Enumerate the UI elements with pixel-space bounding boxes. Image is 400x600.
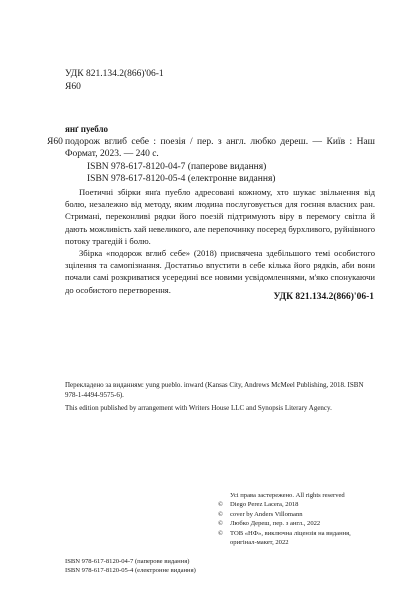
catalog-description: подорож вглиб себе : поезія / пер. з англ. любко дереш. — Київ : Наш Формат, 2023. — 240 с. bbox=[65, 136, 375, 160]
copyright-icon: © bbox=[218, 510, 224, 518]
isbn-electronic: ISBN 978-617-8120-05-4 (електронне видання) bbox=[65, 567, 196, 575]
rights-reserved: Усі права застережено. All rights reserved bbox=[230, 492, 345, 499]
isbn-paper: ISBN 978-617-8120-04-7 (паперове видання) bbox=[65, 558, 190, 565]
copyright-text: Любко Дереш, пер. з англ., 2022 bbox=[230, 520, 321, 528]
udk-code: УДК 821.134.2(866)'06-1 bbox=[65, 69, 164, 79]
summary-block bbox=[65, 186, 375, 296]
translation-note bbox=[65, 380, 375, 416]
copyright-icon: © bbox=[218, 501, 224, 509]
catalog-record bbox=[47, 123, 375, 186]
header-block bbox=[65, 68, 164, 94]
arrangement-note: This edition published by arrangement with Writers House LLC and Synopsis Literary Agency. bbox=[65, 404, 332, 412]
copyright-text: Diego Perez Lacera, 2018 bbox=[230, 501, 299, 509]
shelfmark: Я60 bbox=[65, 82, 81, 92]
catalog-shelfmark: Я60 bbox=[47, 137, 63, 147]
copyright-icon: © bbox=[218, 529, 224, 537]
summary-paragraph: Збірка «подорож вглиб себе» (2018) присвячена здебільшого темі особистого зцілення та самопізнання. Достатньо впустити в себе кілька його рядків, аби вони почали самі розкриватися усередині все новими усвідомленнями, м'яко спонукаючи до особистого перетворення. bbox=[65, 248, 375, 295]
catalog-isbn-electronic: ISBN 978-617-8120-05-4 (електронне видання) bbox=[87, 174, 276, 185]
rights-block bbox=[218, 491, 351, 547]
copyright-line bbox=[218, 519, 351, 528]
author-name: янґ пуебло bbox=[65, 124, 109, 134]
copyright-line bbox=[218, 500, 351, 509]
copyright-icon: © bbox=[218, 520, 224, 528]
udk-code-right: УДК 821.134.2(866)'06-1 bbox=[273, 292, 374, 302]
catalog-isbn-paper: ISBN 978-617-8120-04-7 (паперове видання) bbox=[87, 161, 267, 172]
copyright-line bbox=[218, 529, 351, 538]
copyright-text: cover by Anders Villomann bbox=[230, 510, 303, 518]
summary-paragraph: Поетичні збірки янґа пуебло адресовані кожному, хто шукає звільнення від болю, незалежно від методу, яким людина послуговується для гоєння власних ран. Стримані, переконливі рядки його поезій підтримують віру в перемогу світла й дають можливість хай невеликого, але перепочинку посеред бурхливого, руйнівного потоку трагедій і болю. bbox=[65, 187, 375, 246]
copyright-text: ТОВ «НФ», виключна ліцензія на видання, bbox=[230, 529, 351, 537]
copyright-line bbox=[218, 510, 351, 519]
original-edition-note: Перекладено за виданням: yung pueblo. inward (Kansas City, Andrews McMeel Publishing, 2018. ISBN 978-1-4494-9575-6). bbox=[65, 381, 364, 399]
copyright-continuation: оригінал-макет, 2022 bbox=[230, 539, 289, 547]
isbn-bottom-block bbox=[65, 557, 196, 576]
